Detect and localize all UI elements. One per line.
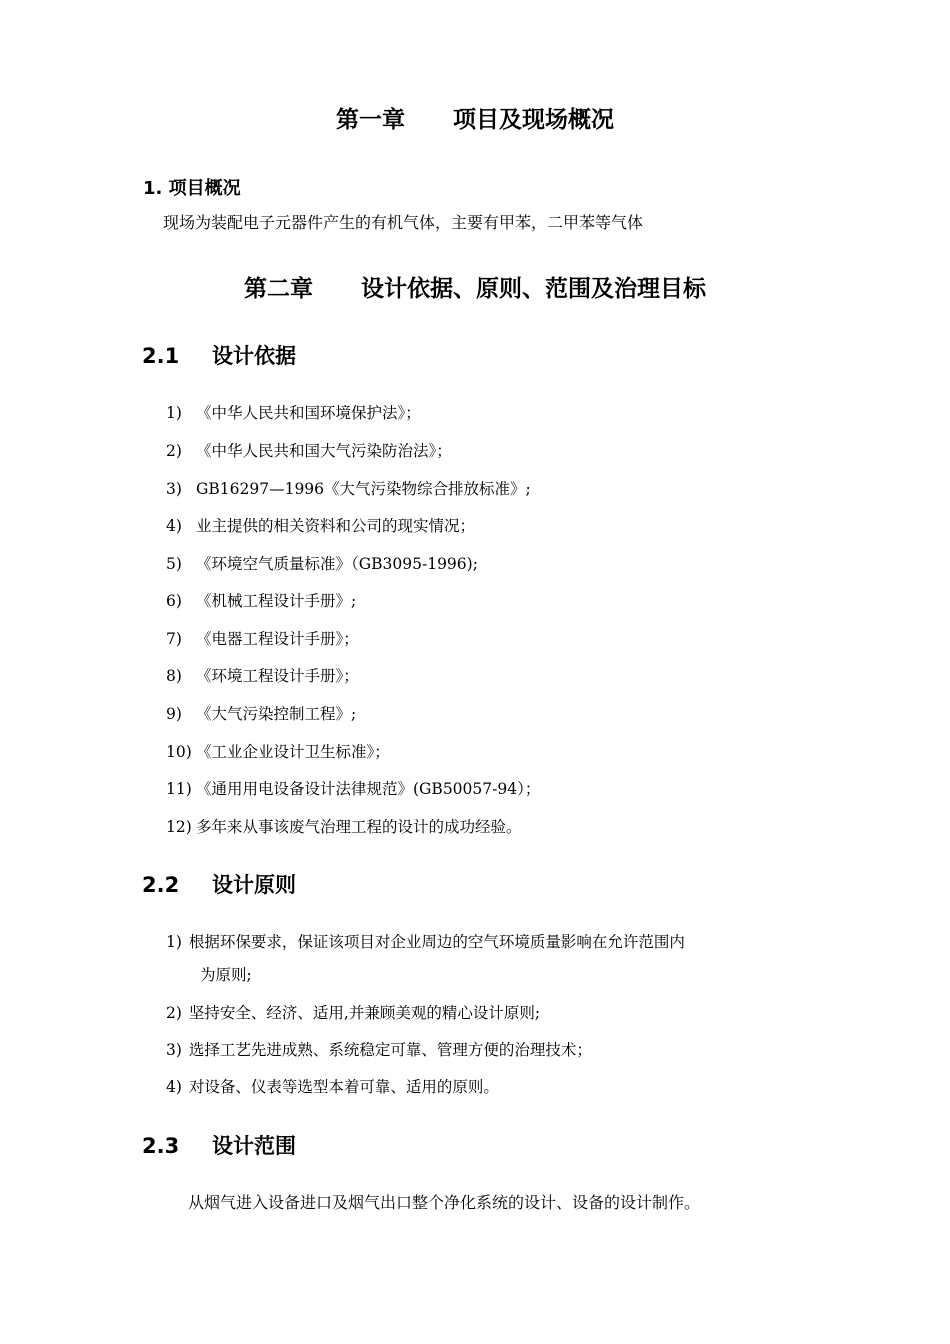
chapter-2-title: 第二章 设计依据、原则、范围及治理目标 xyxy=(243,276,707,302)
section-2-1-heading xyxy=(142,340,296,370)
section-title: 设计原则 xyxy=(212,873,296,897)
list-item: 1) 根据环保要求，保证该项目对企业周边的空气环境质量影响在允许范围内 xyxy=(166,933,685,951)
section-number: 2.1 xyxy=(142,344,180,368)
section-1-heading: 1. 项目概况 xyxy=(143,178,241,199)
list-item: 6) 《机械工程设计手册》; xyxy=(166,592,357,610)
section-number: 2.2 xyxy=(142,873,180,897)
section-1-text: 现场为装配电子元器件产生的有机气体，主要有甲苯，二甲苯等气体 xyxy=(163,213,644,232)
list-item: 3) GB16297—1996《大气污染物综合排放标准》; xyxy=(166,480,531,498)
list-item: 2) 坚持安全、经济、适用,并兼顾美观的精心设计原则; xyxy=(166,1004,541,1022)
section-title: 设计范围 xyxy=(212,1134,296,1158)
list-item: 2) 《中华人民共和国大气污染防治法》； xyxy=(166,442,452,460)
list-item: 5) 《环境空气质量标准》（GB3095-1996); xyxy=(166,555,478,573)
list-item: 4) 对设备、仪表等选型本着可靠、适用的原则。 xyxy=(166,1078,499,1096)
section-2-3-text: 从烟气进入设备进口及烟气出口整个净化系统的设计、设备的设计制作。 xyxy=(188,1193,701,1212)
section-2-2-heading xyxy=(142,869,296,899)
list-item: 12) 多年来从事该废气治理工程的设计的成功经验。 xyxy=(166,818,522,836)
list-item: 8) 《环境工程设计手册》； xyxy=(166,667,359,685)
list-item-continuation: 为原则; xyxy=(200,966,252,984)
section-2-3-heading xyxy=(142,1130,296,1160)
list-item: 1) 《中华人民共和国环境保护法》； xyxy=(166,404,421,422)
list-item: 11) 《通用用电设备设计法律规范》(GB50057-94）； xyxy=(166,780,541,798)
section-title: 设计依据 xyxy=(212,344,296,368)
list-item: 4) 业主提供的相关资料和公司的现实情况； xyxy=(166,517,476,535)
list-item: 7) 《电器工程设计手册》； xyxy=(166,630,359,648)
list-item: 3) 选择工艺先进成熟、系统稳定可靠、管理方便的治理技术； xyxy=(166,1041,592,1059)
section-number: 2.3 xyxy=(142,1134,180,1158)
list-item: 10) 《工业企业设计卫生标准》； xyxy=(166,743,390,761)
chapter-1-title: 第一章 项目及现场概况 xyxy=(335,107,615,133)
list-item: 9) 《大气污染控制工程》; xyxy=(166,705,357,723)
